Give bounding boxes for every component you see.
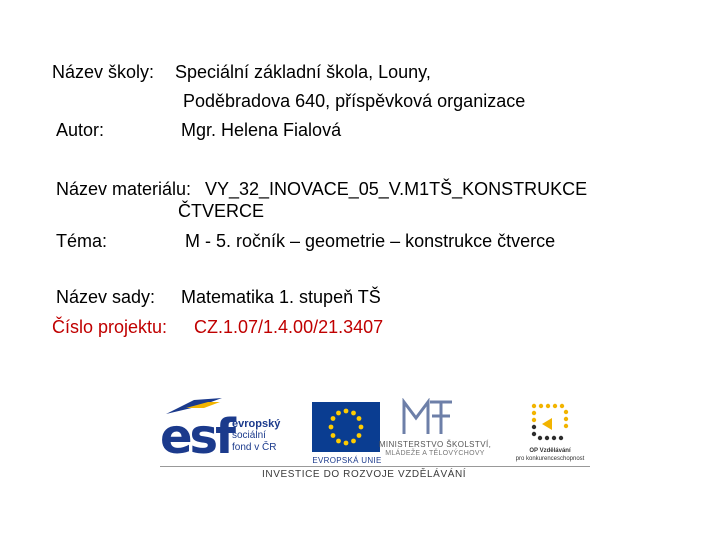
esf-text-2: sociální — [232, 430, 266, 441]
material-value-line1: VY_32_INOVACE_05_V.M1TŠ_KONSTRUKCE — [205, 179, 588, 199]
set-value: Matematika 1. stupeň TŠ — [181, 287, 381, 307]
op-line2: pro konkurenceschopnost — [515, 456, 585, 462]
author-label: Autor: — [56, 120, 105, 140]
msmt-logo — [370, 398, 500, 468]
theme-label: Téma: — [56, 231, 108, 251]
msmt-line2: MLÁDEŽE A TĚLOVÝCHOVY — [385, 450, 485, 457]
school-label: Název školy: — [52, 62, 155, 82]
esf-letters: esf — [160, 409, 234, 465]
invest-text: INVESTICE DO ROZVOJE VZDĚLÁVÁNÍ — [262, 469, 467, 480]
material-value-line2: ČTVERCE — [178, 201, 265, 221]
esf-logo — [160, 396, 290, 466]
set-label: Název sady: — [56, 287, 156, 307]
theme-value: M - 5. ročník – geometrie – konstrukce čtverce — [185, 231, 556, 251]
eu-label: EVROPSKÁ UNIE — [312, 456, 382, 465]
op-line1: OP Vzdělávání — [529, 448, 571, 454]
school-name-line2: Poděbradova 640, příspěvková organizace — [183, 91, 526, 111]
project-label: Číslo projektu: — [52, 317, 168, 337]
logo-strip — [160, 396, 590, 484]
msmt-line1: MINISTERSTVO ŠKOLSTVÍ, — [378, 440, 492, 449]
author-value: Mgr. Helena Fialová — [181, 120, 342, 140]
esf-caption — [232, 418, 280, 454]
material-label: Název materiálu: — [56, 179, 192, 199]
logo-divider — [160, 466, 590, 467]
esf-text-1: evropský — [232, 418, 281, 430]
esf-text-3: fond v ČR — [232, 442, 277, 453]
op-logo — [510, 400, 590, 470]
msmt-monogram-icon — [400, 398, 456, 436]
op-square-icon — [528, 400, 572, 444]
project-value: CZ.1.07/1.4.00/21.3407 — [194, 317, 384, 337]
school-name-line1: Speciální základní škola, Louny, — [175, 62, 431, 82]
